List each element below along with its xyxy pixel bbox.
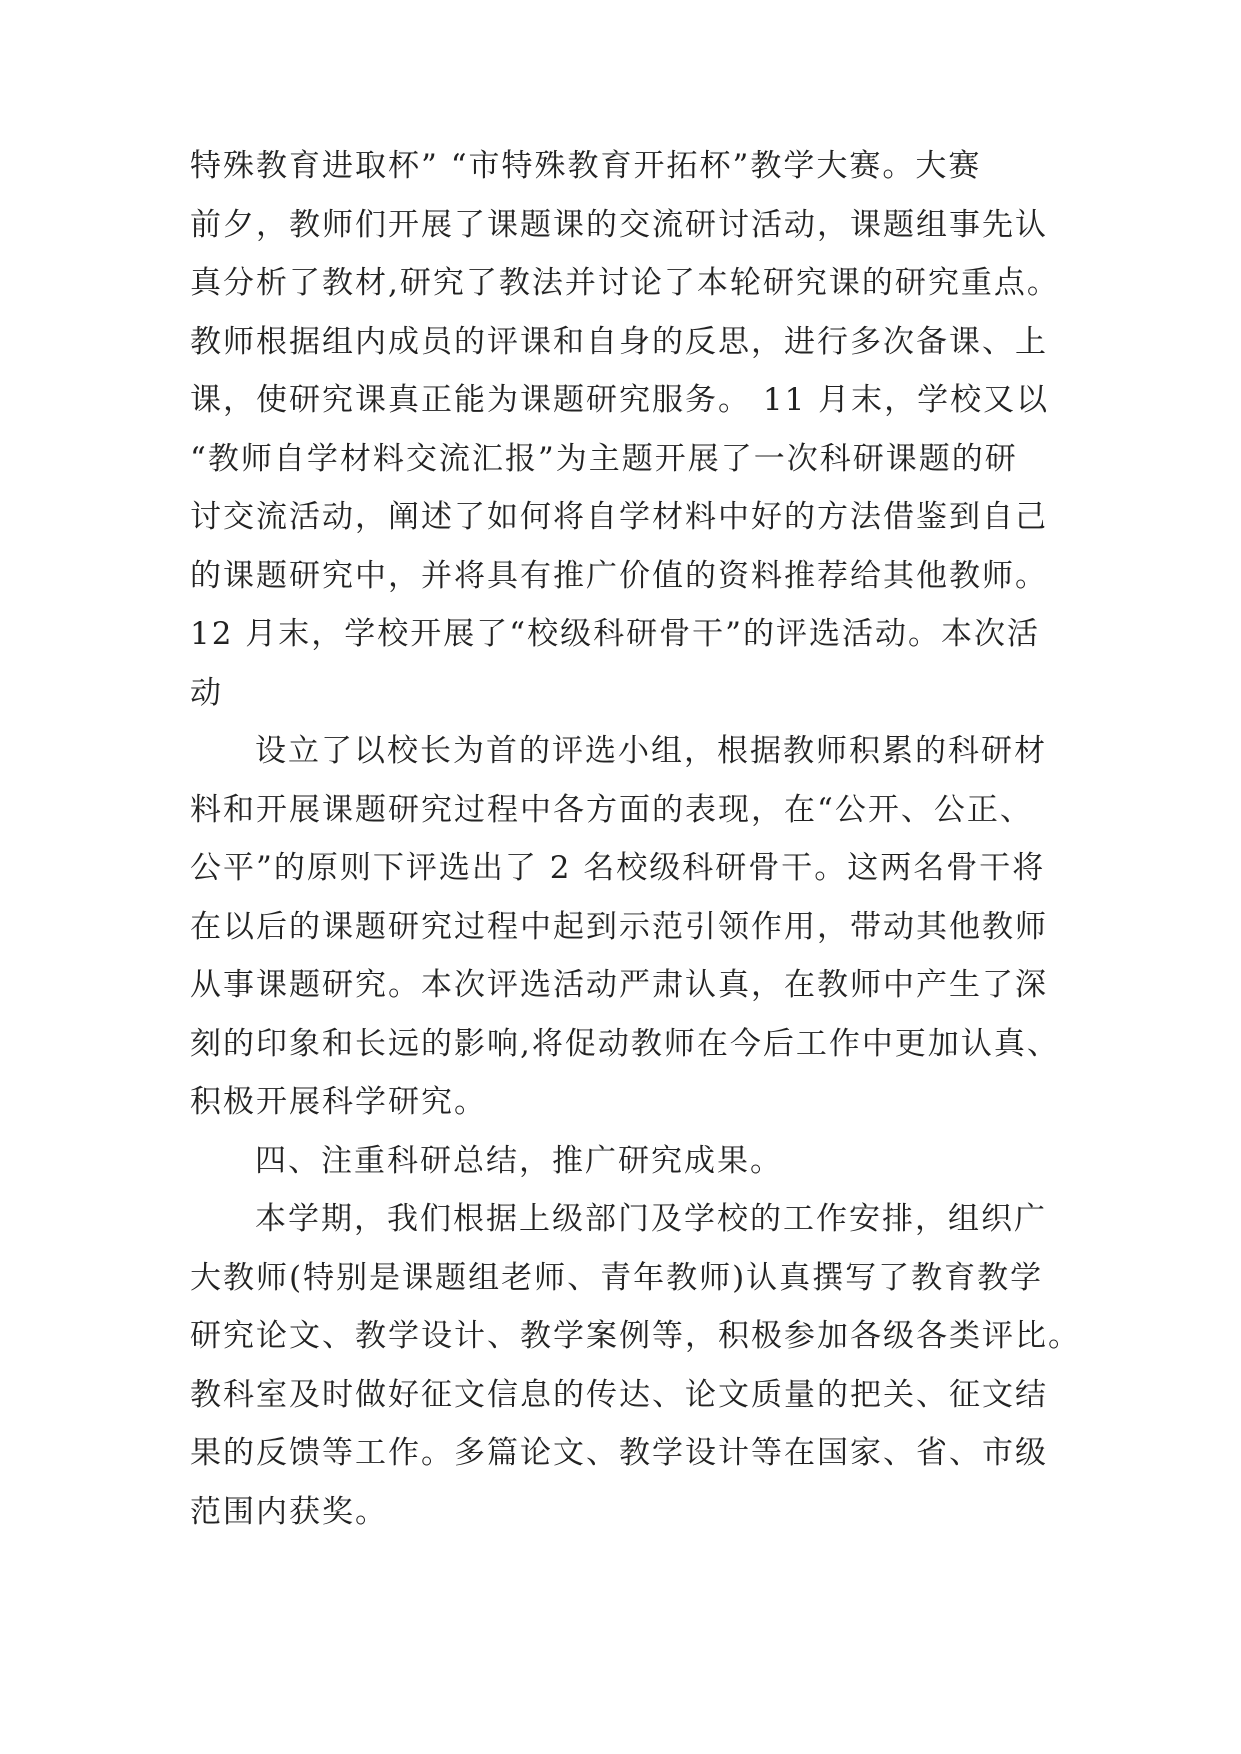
document-body xyxy=(190,137,1081,1541)
text-line: 12 月末，学校开展了“校级科研骨干”的评选活动。本次活 xyxy=(190,616,1040,652)
text-line: 本学期，我们根据上级部门及学校的工作安排，组织广 xyxy=(255,1201,1047,1237)
text-line: 讨交流活动，阐述了如何将自学材料中好的方法借鉴到自己 xyxy=(190,499,1048,535)
text-line: 大教师(特别是课题组老师、青年教师)认真撰写了教育教学 xyxy=(190,1259,1044,1296)
text-line: 的课题研究中，并将具有推广价值的资料推荐给其他教师。 xyxy=(190,557,1048,594)
text-line: 前夕，教师们开展了课题课的交流研讨活动，课题组事先认 xyxy=(190,206,1048,243)
text-line: 研究论文、教学设计、教学案例等，积极参加各级各类评比。 xyxy=(190,1318,1081,1354)
text-line: 课，使研究课真正能为课题研究服务。 11 月末，学校又以 xyxy=(190,382,1050,418)
text-line: 在以后的课题研究过程中起到示范引领作用，带动其他教师 xyxy=(190,908,1048,945)
text-line: “教师自学材料交流汇报”为主题开展了一次科研课题的研 xyxy=(190,440,1018,477)
text-line: 公平”的原则下评选出了 2 名校级科研骨干。这两名骨干将 xyxy=(190,850,1046,886)
text-line: 范围内获奖。 xyxy=(190,1493,388,1530)
text-line: 积极开展科学研究。 xyxy=(190,1084,487,1120)
paragraph xyxy=(190,1132,1055,1191)
text-line: 真分析了教材,研究了教法并讨论了本轮研究课的研究重点。 xyxy=(190,265,1060,301)
text-line: 料和开展课题研究过程中各方面的表现，在“公开、公正、 xyxy=(190,791,1033,828)
text-line: 从事课题研究。本次评选活动严肃认真，在教师中产生了深 xyxy=(190,967,1048,1003)
paragraph xyxy=(190,722,1060,1132)
text-line: 设立了以校长为首的评选小组，根据教师积累的科研材 xyxy=(255,733,1047,769)
text-line: 教师根据组内成员的评课和自身的反思，进行多次备课、上 xyxy=(190,323,1048,360)
text-line: 果的反馈等工作。多篇论文、教学设计等在国家、省、市级 xyxy=(190,1435,1048,1471)
paragraph xyxy=(190,137,1060,722)
text-line: 动 xyxy=(190,674,223,711)
text-line: 四、注重科研总结，推广研究成果。 xyxy=(255,1142,783,1179)
paragraph xyxy=(190,1190,1081,1541)
text-line: 教科室及时做好征文信息的传达、论文质量的把关、征文结 xyxy=(190,1376,1048,1413)
text-line: 特殊教育进取杯” “市特殊教育开拓杯”教学大赛。大赛 xyxy=(190,148,982,184)
text-line: 刻的印象和长远的影响,将促动教师在今后工作中更加认真、 xyxy=(190,1025,1060,1062)
